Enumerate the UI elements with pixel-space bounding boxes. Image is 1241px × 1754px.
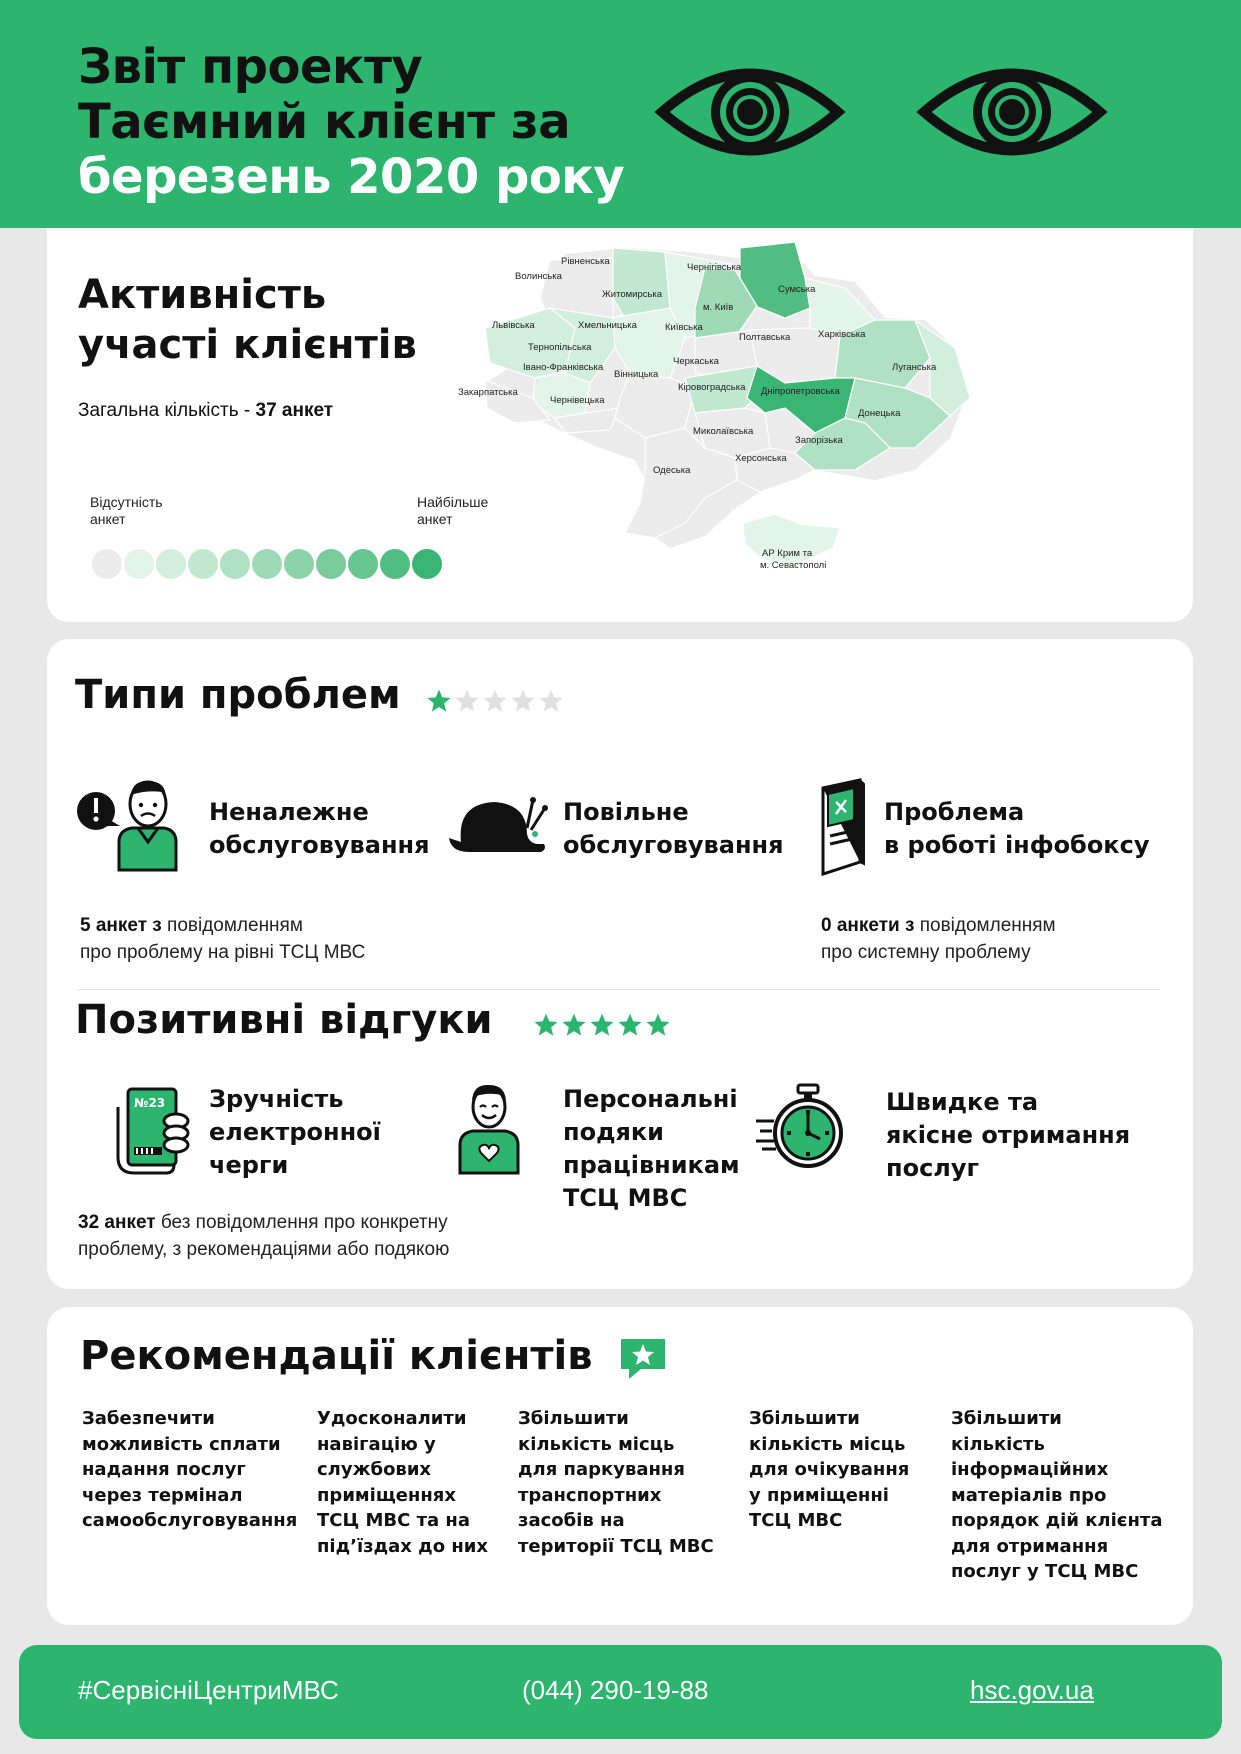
eyes-icon (650, 40, 1130, 190)
problem-item-1-line-2: обслуговування (209, 831, 430, 859)
right-eye-icon (924, 73, 1100, 151)
label-lviv: Львівська (492, 320, 535, 331)
rec-2-line: службових (317, 1459, 432, 1480)
legend-dot (252, 549, 282, 579)
positive-item-3-line-3: послуг (886, 1154, 980, 1182)
legend-min-line-1: Відсутність (90, 494, 163, 510)
rec-5-line: порядок дій клієнта (951, 1510, 1163, 1531)
rec-1-line: можливість сплати (82, 1433, 281, 1455)
label-zaporizhzhia: Запорізька (795, 435, 843, 446)
unhappy-person-icon (76, 778, 180, 870)
star-icon (561, 1012, 587, 1038)
recommendation-3 (518, 1406, 714, 1559)
problem-note-2 (821, 912, 1056, 966)
problem-item-3 (884, 796, 1149, 862)
label-ivano-frankivsk: Івано-Франківська (523, 362, 604, 373)
recommendation-4 (749, 1406, 909, 1534)
star-icon (617, 1012, 643, 1038)
rec-5-line: кількість (951, 1433, 1045, 1455)
rec-3-line: засобів на (518, 1510, 625, 1531)
problem-item-2 (563, 796, 784, 862)
legend-max-line-2: анкет (417, 511, 453, 527)
problem-item-3-line-2: в роботі інфобоксу (884, 831, 1150, 859)
label-luhansk: Луганська (892, 362, 937, 373)
rec-2-line: Удосконалити (317, 1408, 467, 1429)
positive-item-1-line-1: Зручність (209, 1085, 344, 1113)
problem-item-2-line-2: обслуговування (563, 831, 784, 859)
rec-5-line: Збільшити (951, 1408, 1062, 1429)
positive-rating-stars (533, 1012, 673, 1038)
label-donetsk: Донецька (858, 408, 901, 419)
rec-5-line: інформаційних (951, 1459, 1109, 1480)
infobox-kiosk-icon (820, 778, 866, 876)
label-dnipropetrovsk: Дніпропетровська (761, 386, 840, 397)
legend-dot (156, 549, 186, 579)
positive-item-3 (886, 1086, 1130, 1185)
label-kyiv-city: м. Київ (703, 302, 734, 313)
label-chernihiv: Чернігівська (687, 262, 742, 273)
rec-4-line: Збільшити (749, 1408, 860, 1429)
star-icon (454, 688, 480, 714)
problems-rating-stars (426, 688, 566, 714)
legend-dot (348, 549, 378, 579)
problem-item-1-line-1: Неналежне (209, 798, 369, 826)
total-label: Загальна кількість - (78, 400, 256, 421)
queue-ticket-icon (114, 1087, 192, 1175)
positive-title: Позитивні відгуки (75, 997, 493, 1043)
region-rivne (613, 248, 670, 318)
ukraine-map (458, 248, 1055, 598)
recommendations-title: Рекомендації клієнтів (80, 1333, 593, 1379)
problem-note-1 (80, 912, 365, 966)
star-icon (510, 688, 536, 714)
rec-5-line: матеріалів про (951, 1484, 1107, 1506)
star-icon (538, 688, 564, 714)
positive-item-2-line-2: подяки (563, 1118, 664, 1146)
star-icon (533, 1012, 559, 1038)
label-volyn: Волинська (515, 271, 562, 282)
star-icon (589, 1012, 615, 1038)
label-poltava: Полтавська (739, 332, 791, 343)
legend-dot (284, 549, 314, 579)
footer-hashtag[interactable]: #СервісніЦентриМВС (78, 1675, 339, 1705)
label-rivne: Рівненська (561, 256, 610, 267)
total-count (78, 400, 333, 422)
problems-title: Типи проблем (75, 672, 401, 718)
recommendation-5 (951, 1406, 1162, 1585)
ticket-number: №23 (134, 1096, 166, 1110)
positive-item-3-line-2: якісне отримання (886, 1121, 1131, 1149)
label-vinnytsia: Вінницька (614, 369, 659, 380)
rec-3-line: території ТСЦ МВС (518, 1535, 714, 1557)
problem-item-1 (209, 796, 430, 862)
legend-dot (92, 549, 122, 579)
label-sevastopol: м. Севастополі (760, 560, 827, 571)
left-eye-icon (662, 73, 838, 151)
label-kharkiv: Харківська (818, 329, 866, 340)
label-ternopil: Тернопільська (528, 342, 592, 353)
problem-note-1-text: повідомленням (161, 915, 303, 936)
positive-item-1 (209, 1083, 381, 1182)
rec-2-line: приміщеннях (317, 1484, 456, 1506)
color-legend (92, 549, 444, 579)
title-line-1: Звіт проекту (78, 39, 423, 95)
rec-1-line: надання послуг (82, 1459, 246, 1480)
legend-dot (188, 549, 218, 579)
rec-1-line: Забезпечити (82, 1408, 215, 1429)
problem-note-2-text: повідомленням (914, 915, 1056, 936)
footer-phone[interactable]: (044) 290-19-88 (522, 1675, 709, 1705)
rec-3-line: Збільшити (518, 1408, 629, 1429)
legend-dot (316, 549, 346, 579)
star-message-icon (619, 1337, 667, 1381)
star-icon (645, 1012, 671, 1038)
stopwatch-icon (754, 1083, 849, 1173)
rec-2-line: ТСЦ МВС та на (317, 1510, 470, 1531)
positive-item-3-line-1: Швидке та (886, 1088, 1039, 1116)
label-kirovohrad: Кіровоградська (678, 382, 746, 393)
positive-item-2 (563, 1083, 740, 1215)
label-kyiv: Київська (665, 322, 703, 333)
total-value: 37 анкет (255, 400, 334, 421)
rec-2-line: під’їздах до них (317, 1535, 488, 1557)
problem-note-1-count: 5 анкет з (80, 915, 162, 936)
positive-item-2-line-3: працівникам (563, 1151, 740, 1179)
star-icon (426, 688, 452, 714)
rec-4-line: ТСЦ МВС (749, 1510, 843, 1531)
positive-note-text: без повідомлення про конкретну (155, 1212, 448, 1233)
problem-item-3-line-1: Проблема (884, 798, 1025, 826)
label-sumy: Сумська (778, 284, 816, 295)
label-khmelnytskyi: Хмельницька (578, 320, 637, 331)
problem-note-2-count: 0 анкети з (821, 915, 915, 936)
legend-dot (124, 549, 154, 579)
legend-dot (220, 549, 250, 579)
snail-icon (449, 794, 549, 854)
footer-site-link[interactable]: hsc.gov.ua (970, 1675, 1094, 1705)
rec-4-line: кількість місць (749, 1433, 906, 1455)
label-crimea: АР Крим та (762, 548, 813, 559)
positive-item-2-line-4: ТСЦ МВС (563, 1184, 688, 1212)
footer-bar (19, 1645, 1222, 1739)
positive-item-1-line-2: електронної (209, 1118, 381, 1146)
legend-min-line-2: анкет (90, 511, 126, 527)
positive-note-line-2: проблему, з рекомендаціями або подякою (78, 1239, 450, 1260)
rec-1-line: через термінал (82, 1484, 243, 1506)
page-title (78, 40, 624, 205)
legend-max-label (417, 494, 488, 528)
header-banner (0, 0, 1241, 228)
label-mykolaiv: Миколаївська (693, 426, 754, 437)
rec-3-line: для паркування (518, 1459, 685, 1480)
recommendation-1 (82, 1406, 297, 1534)
grateful-person-icon (457, 1083, 521, 1175)
label-chernivtsi: Чернівецька (550, 395, 605, 406)
problem-note-2-line-2: про системну проблему (821, 942, 1031, 963)
positive-item-2-line-1: Персональні (563, 1085, 738, 1113)
section-divider (78, 989, 1160, 990)
activity-title (78, 270, 417, 370)
legend-dot (412, 549, 442, 579)
activity-title-line-2: участі клієнтів (78, 322, 417, 368)
positive-note (78, 1209, 449, 1263)
rec-2-line: навігацію у (317, 1433, 436, 1455)
label-zhytomyr: Житомирська (602, 289, 663, 300)
legend-min-label (90, 494, 163, 528)
problem-item-2-line-1: Повільне (563, 798, 689, 826)
label-zakarpattia: Закарпатська (458, 387, 518, 398)
star-icon (482, 688, 508, 714)
title-line-2: Таємний клієнт за (78, 94, 571, 150)
rec-3-line: кількість місць (518, 1433, 675, 1455)
rec-5-line: послуг у ТСЦ МВС (951, 1561, 1139, 1582)
rec-4-line: у приміщенні (749, 1484, 889, 1506)
label-cherkasy: Черкаська (673, 356, 719, 367)
rec-3-line: транспортних (518, 1484, 662, 1506)
title-line-3: березень 2020 року (78, 149, 625, 205)
positive-note-count: 32 анкет (78, 1212, 156, 1233)
label-kherson: Херсонська (735, 453, 787, 464)
legend-max-line-1: Найбільше (417, 494, 489, 510)
problem-note-1-line-2: про проблему на рівні ТСЦ МВС (80, 942, 366, 963)
positive-item-1-line-3: черги (209, 1151, 289, 1179)
legend-dot (380, 549, 410, 579)
rec-5-line: для отримання (951, 1535, 1109, 1557)
rec-4-line: для очікування (749, 1459, 910, 1480)
rec-1-line: самообслуговування (82, 1510, 298, 1531)
activity-title-line-1: Активність (78, 272, 327, 318)
recommendation-2 (317, 1406, 488, 1559)
label-odesa: Одеська (653, 465, 691, 476)
